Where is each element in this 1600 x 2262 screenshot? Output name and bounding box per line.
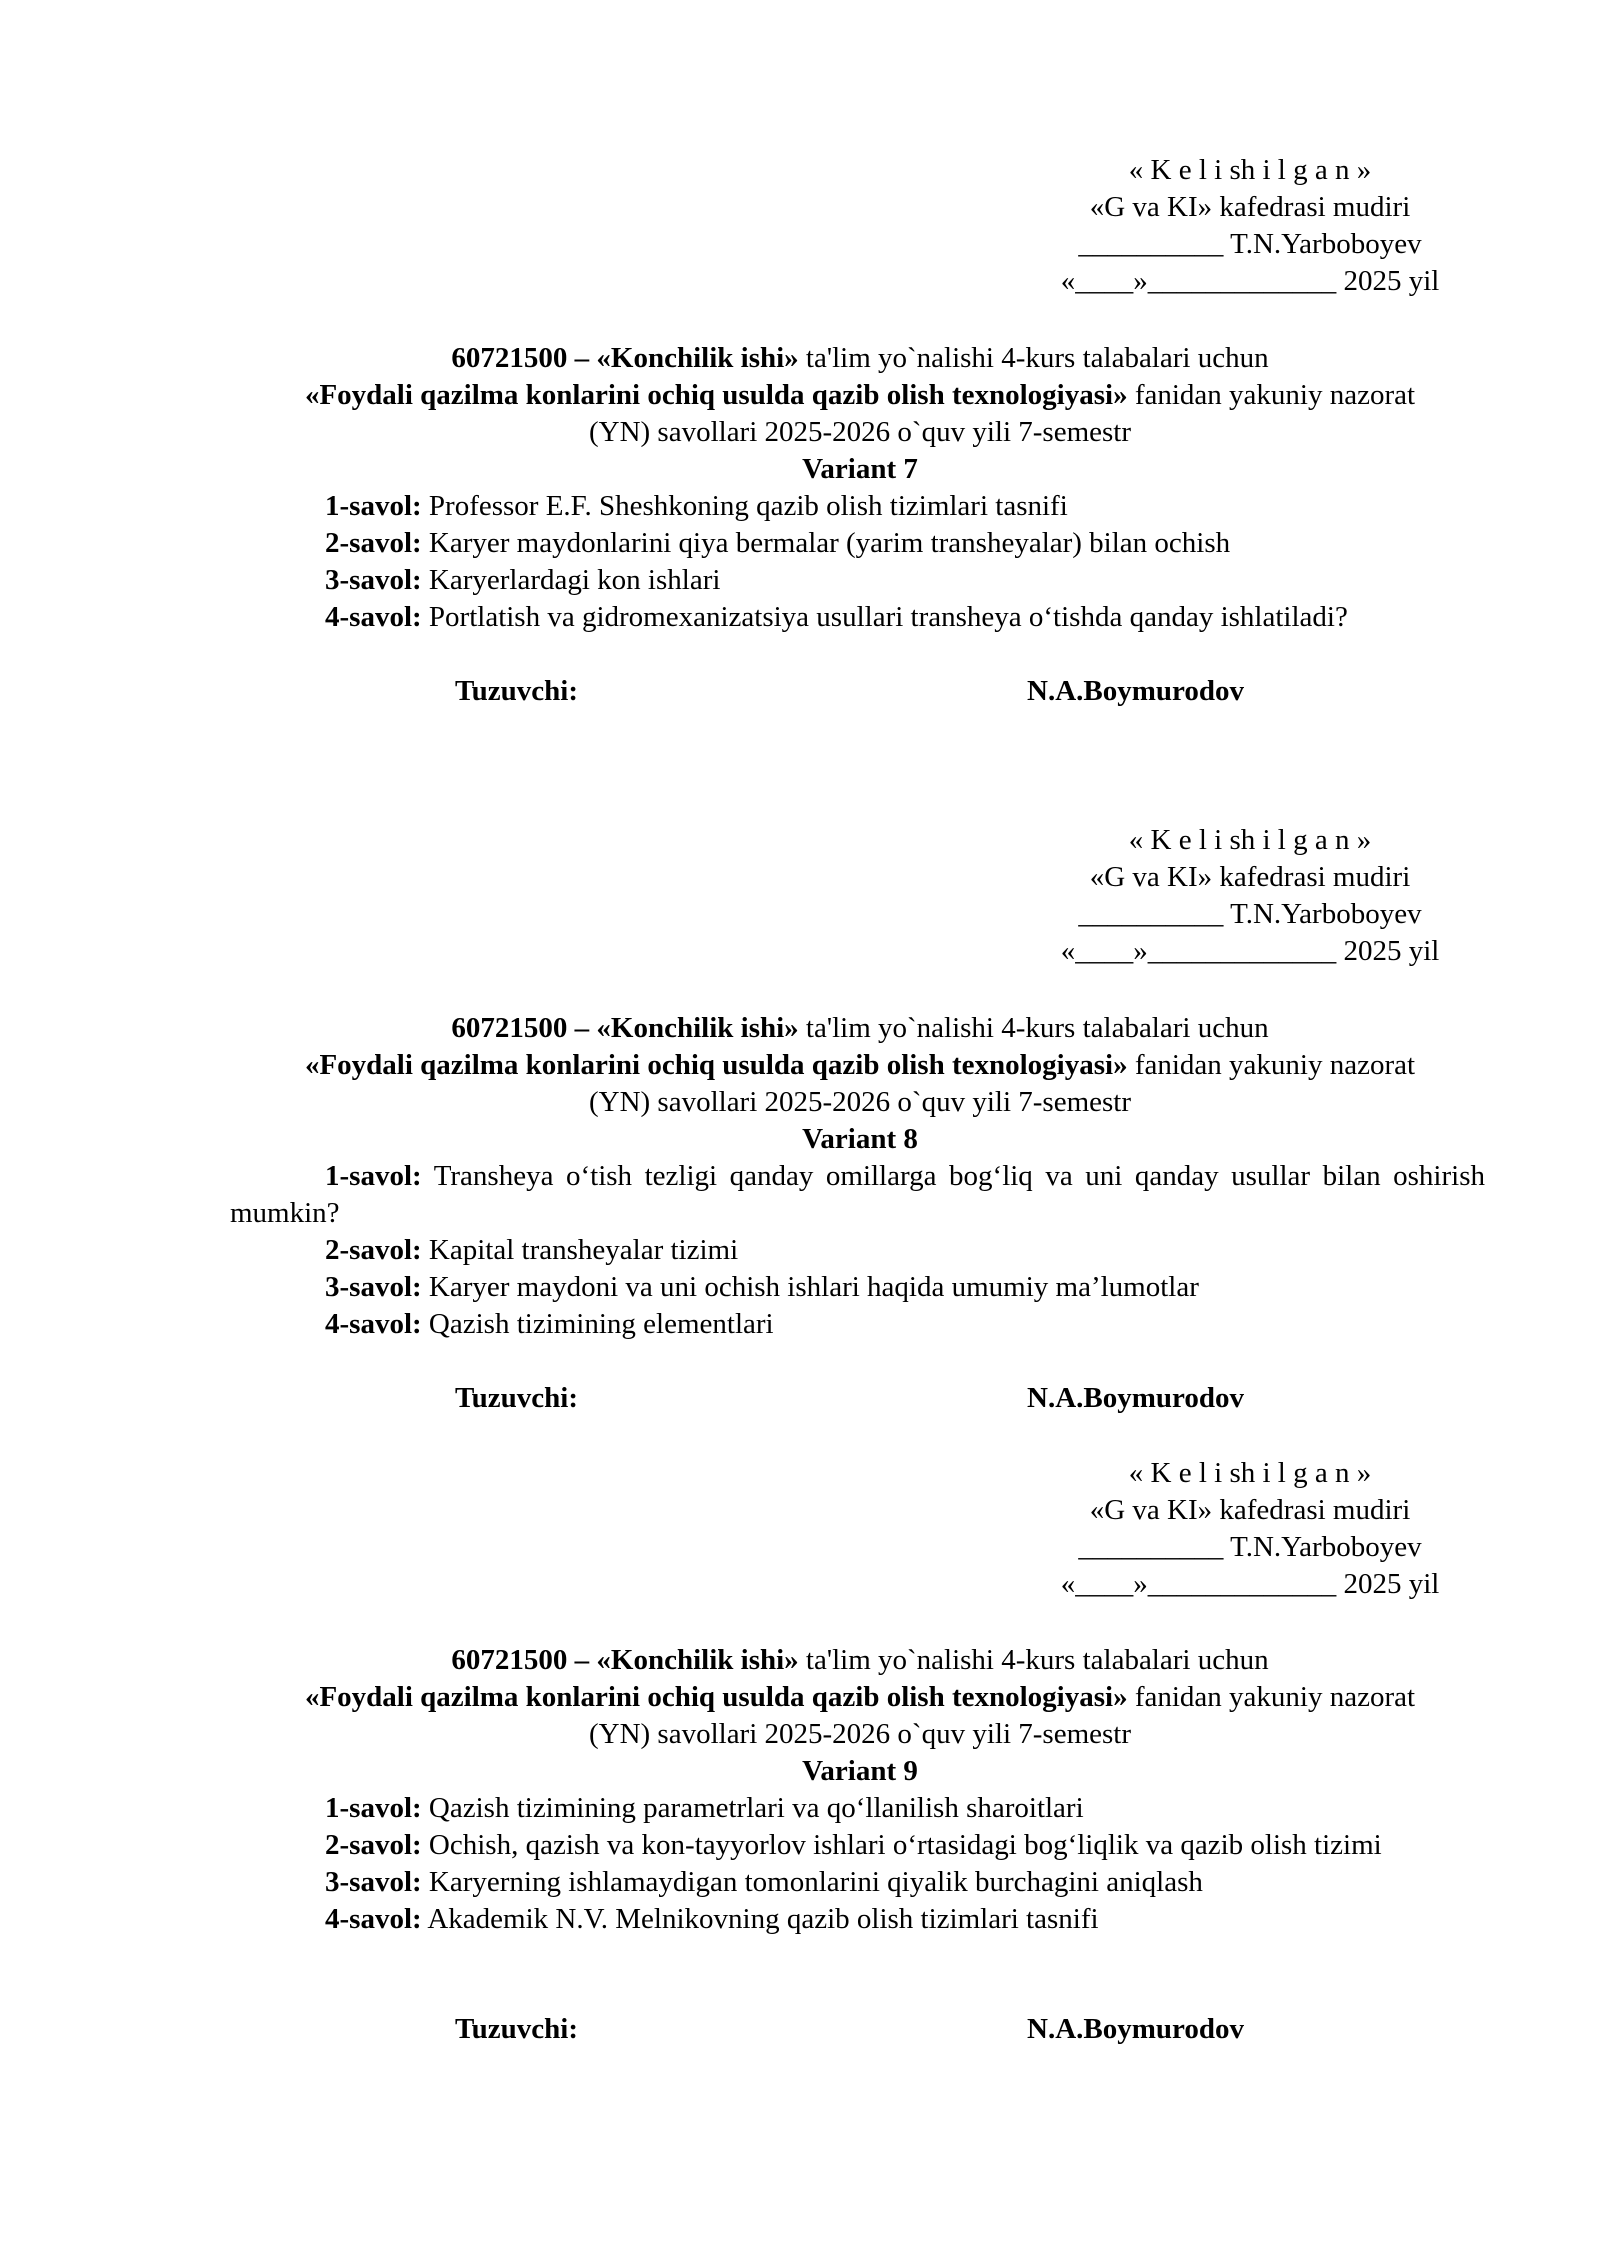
variant-title: Variant 8: [802, 1123, 918, 1155]
heading-line-3: (YN) savollari 2025-2026 o`quv yili 7-semestr: [588, 416, 1132, 448]
approval-title: « K e l i sh i l g a n »: [1128, 1457, 1372, 1489]
question-list: [230, 1158, 1485, 1343]
approval-date: «____»_____________ 2025 yil: [1060, 935, 1440, 967]
heading-subject-rest: fanidan yakuniy nazorat: [1127, 1681, 1416, 1713]
question-label: 2-savol:: [325, 1234, 422, 1266]
approval-signer: __________ T.N.Yarboboyev: [1078, 1531, 1422, 1563]
approval-position: «G va KI» kafedrasi mudiri: [1089, 861, 1411, 893]
question-item: [230, 562, 1485, 599]
question-label: 4-savol:: [325, 1308, 422, 1340]
approval-date: «____»_____________ 2025 yil: [1060, 265, 1440, 297]
question-list: [230, 1790, 1485, 1938]
exam-heading: [230, 1010, 1490, 1158]
approval-date: «____»_____________ 2025 yil: [1060, 1568, 1440, 1600]
heading-line-2: [230, 1679, 1490, 1716]
question-label: 4-savol:: [325, 1903, 422, 1935]
variant-title: Variant 9: [802, 1755, 918, 1787]
signature-name: N.A.Boymurodov: [1027, 1382, 1244, 1414]
approval-title: « K e l i sh i l g a n »: [1128, 824, 1372, 856]
question-text: Ochish, qazish va kon-tayyorlov ishlari o‘rtasidagi bog‘liqlik va qazib olish tizimi: [421, 1829, 1382, 1861]
variant-title: Variant 7: [802, 453, 918, 485]
signature-label: Tuzuvchi:: [455, 1382, 579, 1414]
heading-subject: «Foydali qazilma konlarini ochiq usulda qazib olish texnologiyasi»: [304, 1681, 1128, 1713]
approval-signer: __________ T.N.Yarboboyev: [1078, 898, 1422, 930]
heading-line-1: [230, 1010, 1490, 1047]
question-label: 1-savol:: [325, 1792, 422, 1824]
heading-line-1: [230, 1642, 1490, 1679]
signature-label: Tuzuvchi:: [455, 2013, 579, 2045]
signature-name: N.A.Boymurodov: [1027, 2013, 1244, 2045]
approval-title: « K e l i sh i l g a n »: [1128, 154, 1372, 186]
heading-program: 60721500 – «Konchilik ishi»: [451, 1644, 799, 1676]
question-label: 3-savol:: [325, 1271, 422, 1303]
question-item: [230, 1306, 1485, 1343]
question-item: [230, 525, 1485, 562]
question-label: 2-savol:: [325, 527, 422, 559]
question-text: Akademik N.V. Melnikovning qazib olish tizimlari tasnifi: [421, 1903, 1099, 1935]
question-text: Kapital transheyalar tizimi: [421, 1234, 739, 1266]
question-item: [230, 1827, 1485, 1864]
approval-block: [960, 152, 1540, 300]
signature-row: [0, 1380, 1600, 1417]
question-label: 3-savol:: [325, 1866, 422, 1898]
signature-name: N.A.Boymurodov: [1027, 675, 1244, 707]
approval-signer: __________ T.N.Yarboboyev: [1078, 228, 1422, 260]
question-item: [230, 1158, 1485, 1232]
question-item: [230, 488, 1485, 525]
heading-subject-rest: fanidan yakuniy nazorat: [1127, 1049, 1416, 1081]
question-text: Karyer maydonlarini qiya bermalar (yarim transheyalar) bilan ochish: [421, 527, 1231, 559]
exam-heading: [230, 1642, 1490, 1790]
signature-row: [0, 2011, 1600, 2048]
question-text: Transheya o‘tish tezligi qanday omillarga bog‘liq va uni qanday usullar bilan oshirish mumkin?: [230, 1160, 1485, 1229]
question-item: [230, 1790, 1485, 1827]
question-item: [230, 1901, 1485, 1938]
question-text: Karyerlardagi kon ishlari: [421, 564, 721, 596]
heading-subject-rest: fanidan yakuniy nazorat: [1127, 379, 1416, 411]
approval-block: [960, 822, 1540, 970]
question-label: 2-savol:: [325, 1829, 422, 1861]
question-text: Portlatish va gidromexanizatsiya usullari transheya o‘tishda qanday ishlatiladi?: [421, 601, 1348, 633]
approval-position: «G va KI» kafedrasi mudiri: [1089, 191, 1411, 223]
approval-position: «G va KI» kafedrasi mudiri: [1089, 1494, 1411, 1526]
heading-line-3: (YN) savollari 2025-2026 o`quv yili 7-semestr: [588, 1086, 1132, 1118]
question-label: 4-savol:: [325, 601, 422, 633]
heading-program: 60721500 – «Konchilik ishi»: [451, 342, 799, 374]
question-label: 1-savol:: [325, 490, 422, 522]
heading-line-1: [230, 340, 1490, 377]
question-item: [230, 1269, 1485, 1306]
question-text: Professor E.F. Sheshkoning qazib olish tizimlari tasnifi: [421, 490, 1068, 522]
question-list: [230, 488, 1485, 636]
heading-line-3: (YN) savollari 2025-2026 o`quv yili 7-semestr: [588, 1718, 1132, 1750]
question-item: [230, 1864, 1485, 1901]
heading-line-2: [230, 377, 1490, 414]
question-text: Karyerning ishlamaydigan tomonlarini qiyalik burchagini aniqlash: [421, 1866, 1203, 1898]
heading-program-rest: ta'lim yo`nalishi 4-kurs talabalari uchun: [798, 342, 1269, 374]
heading-program-rest: ta'lim yo`nalishi 4-kurs talabalari uchun: [798, 1012, 1269, 1044]
question-text: Qazish tizimining elementlari: [421, 1308, 774, 1340]
exam-heading: [230, 340, 1490, 488]
question-label: 1-savol:: [325, 1160, 422, 1192]
heading-program-rest: ta'lim yo`nalishi 4-kurs talabalari uchun: [798, 1644, 1269, 1676]
approval-block: [960, 1455, 1540, 1603]
heading-subject: «Foydali qazilma konlarini ochiq usulda qazib olish texnologiyasi»: [304, 379, 1128, 411]
question-label: 3-savol:: [325, 564, 422, 596]
question-text: Qazish tizimining parametrlari va qo‘llanilish sharoitlari: [421, 1792, 1084, 1824]
signature-row: [0, 673, 1600, 710]
signature-label: Tuzuvchi:: [455, 675, 579, 707]
question-text: Karyer maydoni va uni ochish ishlari haqida umumiy ma’lumotlar: [421, 1271, 1199, 1303]
heading-subject: «Foydali qazilma konlarini ochiq usulda qazib olish texnologiyasi»: [304, 1049, 1128, 1081]
heading-line-2: [230, 1047, 1490, 1084]
question-item: [230, 599, 1485, 636]
question-item: [230, 1232, 1485, 1269]
heading-program: 60721500 – «Konchilik ishi»: [451, 1012, 799, 1044]
